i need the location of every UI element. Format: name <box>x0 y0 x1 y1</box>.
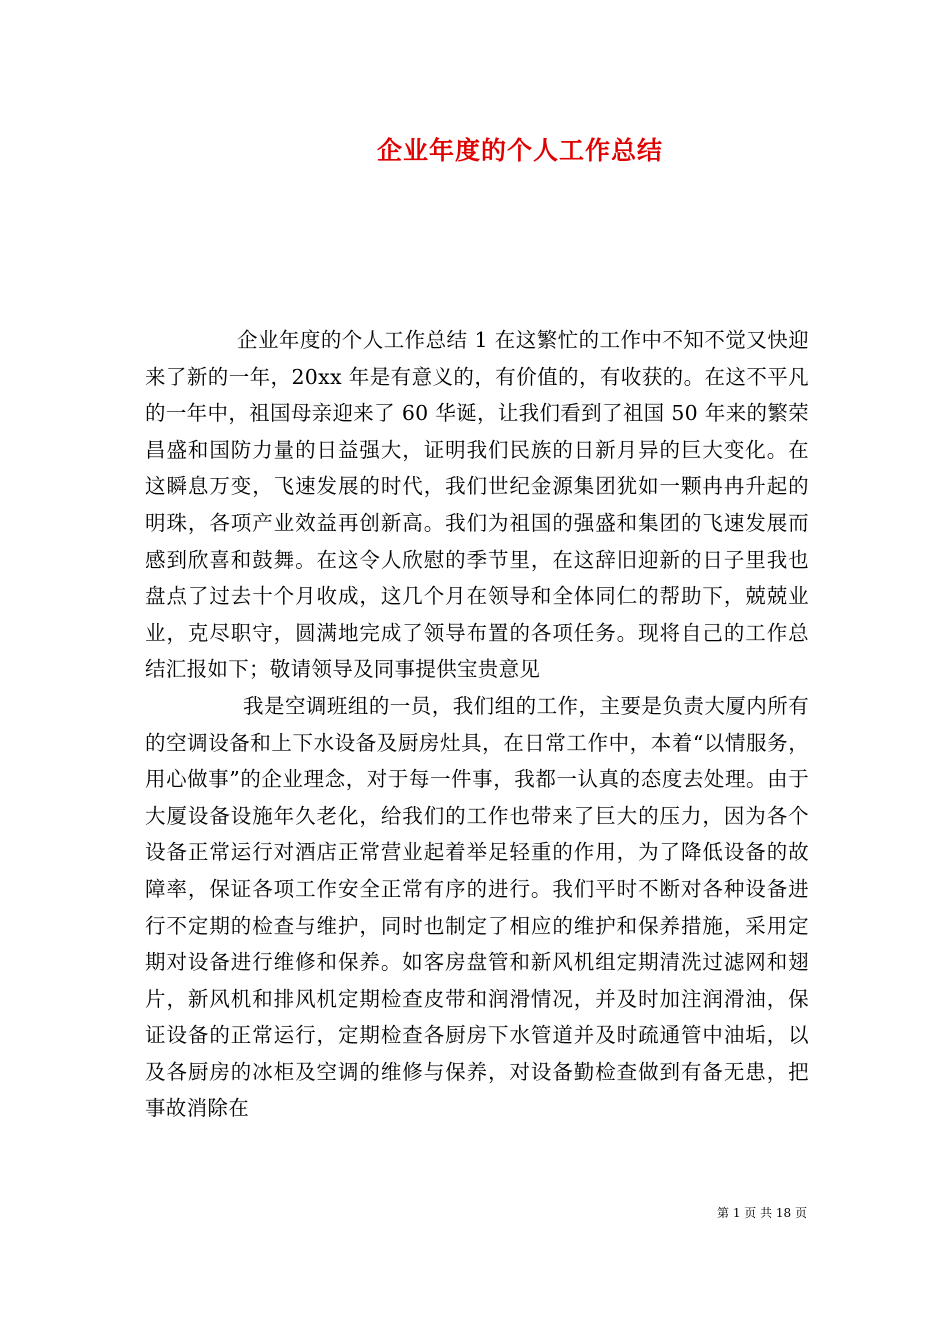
page-number-footer: 第 1 页 共 18 页 <box>717 1206 807 1220</box>
paragraph-intro: 企业年度的个人工作总结 1 在这繁忙的工作中不知不觉又快迎来了新的一年，20xx 年是有意义的，有价值的，有收获的。在这不平凡的一年中，祖国母亲迎来了 60 华诞，让我们看到了祖国 50 年来的繁荣昌盛和国防力量的日益强大，证明我们民族的日新月异的巨大变化。在这瞬息万变，飞速发展的时代，我们世纪金源集团犹如一颗冉冉升起的明珠，各项产业效益再创新高。我们为祖国的强盛和集团的飞速发展而感到欣喜和鼓舞。在这令人欣慰的季节里，在这辞旧迎新的日子里我也盘点了过去十个月收成，这几个月在领导和全体同仁的帮助下，兢兢业业，克尽职守，圆满地完成了领导布置的各项任务。现将自己的工作总结汇报如下；敬请领导及同事提供宝贵意见 <box>145 328 809 682</box>
document-title: 企业年度的个人工作总结 <box>376 136 663 165</box>
paragraph-work-description: 我是空调班组的一员，我们组的工作，主要是负责大厦内所有的空调设备和上下水设备及厨房灶具，在日常工作中，本着“以情服务，用心做事”的企业理念，对于每一件事，我都一认真的态度去处理。由于大厦设备设施年久老化，给我们的工作也带来了巨大的压力，因为各个设备正常运行对酒店正常营业起着举足轻重的作用，为了降低设备的故障率，保证各项工作安全正常有序的进行。我们平时不断对各种设备进行不定期的检查与维护，同时也制定了相应的维护和保养措施，采用定期对设备进行维修和保养。如客房盘管和新风机组定期清洗过滤网和翅片，新风机和排风机定期检查皮带和润滑情况，并及时加注润滑油，保证设备的正常运行，定期检查各厨房下水管道并及时疏通管中油垢，以及各厨房的冰柜及空调的维修与保养，对设备勤检查做到有备无患，把事故消除在 <box>145 693 809 1121</box>
document-body <box>145 322 809 1127</box>
